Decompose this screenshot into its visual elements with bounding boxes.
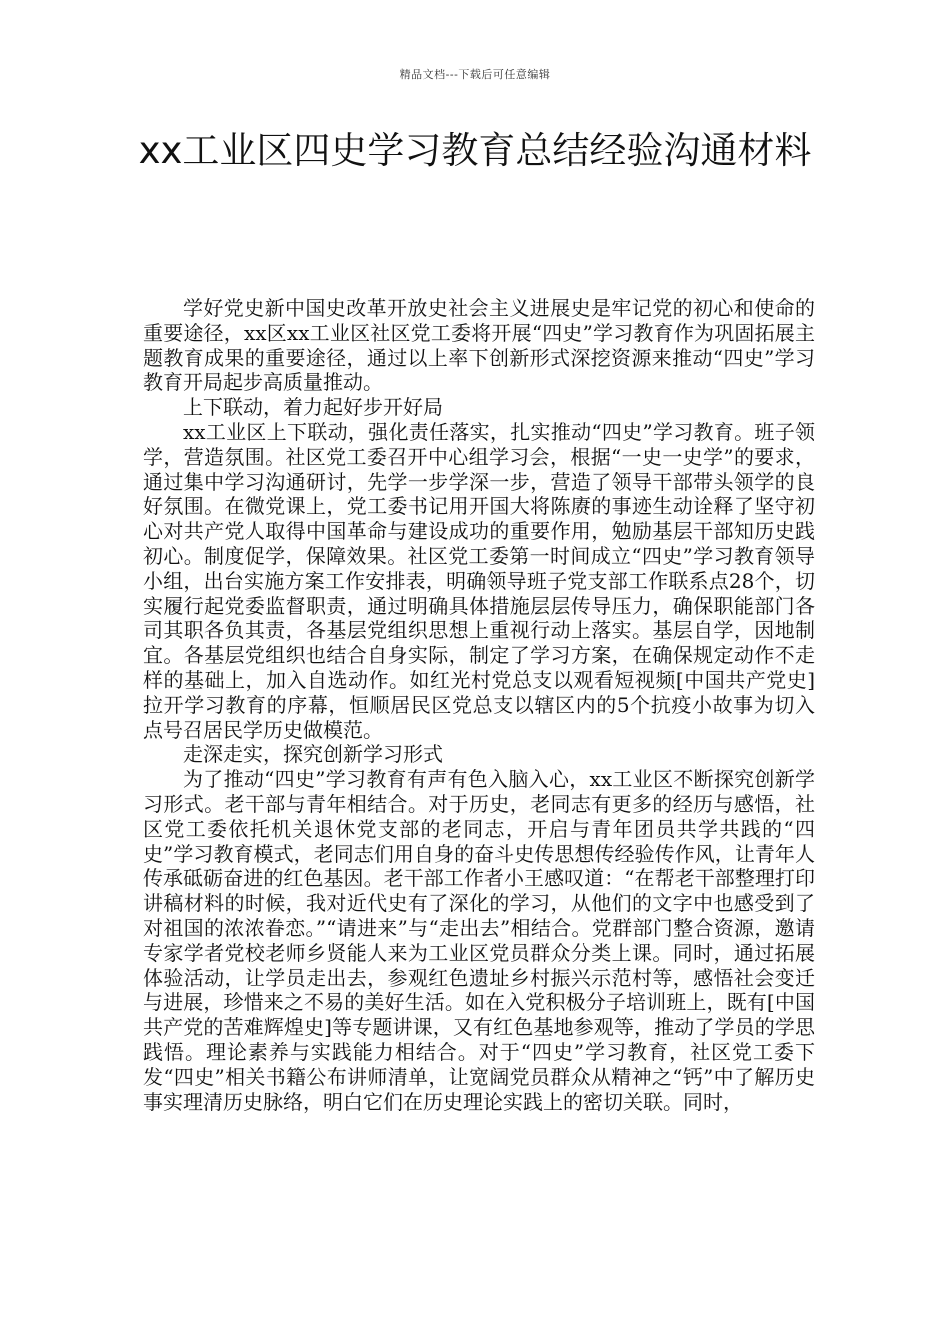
section-heading-2: 走深走实，探究创新学习形式	[183, 742, 443, 767]
paragraph-section-2: 为了推动“四史”学习教育有声有色入脑入心，xx工业区不断探究创新学习形式。老干部与青年相结合。对于历史，老同志有更多的经历与感悟，社区党工委依托机关退休党支部的老同志，开启与青年团员共学共践的“四史”学习教育模式，老同志们用自身的奋斗史传思想传经验传作风，让青年人传承砥砺奋进的红色基因。老干部工作者小王感叹道：“在帮老干部整理打印讲稿材料的时候，我对近代史有了深化的学习，从他们的文字中也感受到了对祖国的浓浓眷恋。”“请进来”与“走出去”相结合。党群部门整合资源，邀请专家学者党校老师乡贤能人来为工业区党员群众分类上课。同时，通过拓展体验活动，让学员走出去，参观红色遗址乡村振兴示范村等，感悟社会变迁与进展，珍惜来之不易的美好生活。如在入党积极分子培训班上，既有[中国共产党的苦难辉煌史]等专题讲课，又有红色基地参观等，推动了学员的学思践悟。理论素养与实践能力相结合。对于“四史”学习教育，社区党工委下发“四史”相关书籍公布讲师清单，让宽阔党员群众从精神之“钙”中了解历史事实理清历史脉络，明白它们在历史理论实践上的密切关联。同时，	[143, 767, 815, 1114]
section-heading-1: 上下联动，着力起好步开好局	[183, 395, 443, 420]
header-note: 精品文档---下载后可任意编辑	[399, 68, 551, 81]
document-title: xx工业区四史学习教育总结经验沟通材料	[138, 129, 812, 172]
paragraph-section-1: xx工业区上下联动，强化责任落实，扎实推动“四史”学习教育。班子领学，营造氛围。社区党工委召开中心组学习会，根据“一史一史学”的要求，通过集中学习沟通研讨，先学一步学深一步，营造了领导干部带头领学的良好氛围。在微党课上，党工委书记用开国大将陈赓的事迹生动诠释了坚守初心对共产党人取得中国革命与建设成功的重要作用，勉励基层干部知历史践初心。制度促学，保障效果。社区党工委第一时间成立“四史”学习教育领导小组，出台实施方案工作安排表，明确领导班子党支部工作联系点28个，切实履行起党委监督职责，通过明确具体措施层层传导压力，确保职能部门各司其职各负其责，各基层党组织思想上重视行动上落实。基层自学，因地制宜。各基层党组织也结合自身实际，制定了学习方案，在确保规定动作不走样的基础上，加入自选动作。如红光村党总支以观看短视频[中国共产党史]拉开学习教育的序幕，恒顺居民区党总支以辖区内的5个抗疫小故事为切入点号召居民学历史做模范。	[143, 419, 815, 742]
paragraph-intro: 学好党史新中国史改革开放史社会主义进展史是牢记党的初心和使命的重要途径，xx区xx工业区社区党工委将开展“四史”学习教育作为巩固拓展主题教育成果的重要途径，通过以上率下创新形式深挖资源来推动“四史”学习教育开局起步高质量推动。	[143, 296, 815, 395]
document-body	[143, 296, 815, 1114]
